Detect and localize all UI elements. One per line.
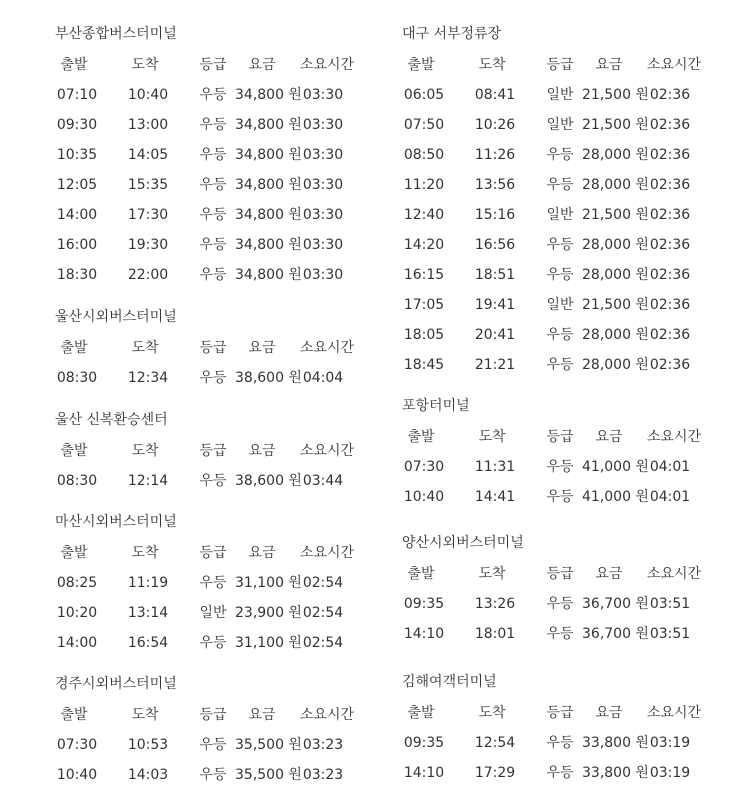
fare: 34,800 원 — [235, 117, 302, 133]
duration: 02:36 — [649, 177, 691, 193]
departure-time: 07:30 — [403, 459, 445, 475]
arrival-time: 11:19 — [127, 575, 169, 591]
section-title: 김해여객터미널 — [402, 674, 497, 690]
fare: 38,600 원 — [235, 370, 302, 386]
bus-grade: 우등 — [199, 370, 227, 386]
table-row — [55, 634, 385, 652]
duration: 03:30 — [302, 267, 344, 283]
header-arrival: 도착 — [131, 340, 159, 356]
duration: 02:36 — [649, 147, 691, 163]
duration: 03:19 — [649, 765, 691, 781]
header-fare: 요금 — [595, 705, 623, 721]
duration: 03:30 — [302, 117, 344, 133]
header-grade: 등급 — [546, 566, 574, 582]
departure-time: 08:30 — [56, 370, 98, 386]
arrival-time: 13:14 — [127, 605, 169, 621]
header-departure: 출발 — [60, 57, 88, 73]
table-row — [55, 736, 385, 754]
arrival-time: 14:03 — [127, 767, 169, 783]
table-header — [55, 544, 385, 562]
duration: 03:44 — [302, 473, 344, 489]
bus-grade: 우등 — [546, 177, 574, 193]
departure-time: 08:30 — [56, 473, 98, 489]
duration: 04:01 — [649, 459, 691, 475]
fare: 31,100 원 — [235, 635, 302, 651]
fare: 41,000 원 — [582, 489, 649, 505]
header-duration: 소요시간 — [299, 340, 355, 356]
arrival-time: 11:31 — [474, 459, 516, 475]
arrival-time: 13:56 — [474, 177, 516, 193]
arrival-time: 17:30 — [127, 207, 169, 223]
bus-grade: 우등 — [199, 147, 227, 163]
table-row — [402, 356, 732, 374]
departure-time: 14:20 — [403, 237, 445, 253]
bus-grade: 우등 — [546, 765, 574, 781]
departure-time: 14:00 — [56, 635, 98, 651]
header-arrival: 도착 — [131, 443, 159, 459]
fare: 21,500 원 — [582, 87, 649, 103]
header-departure: 출발 — [407, 705, 435, 721]
duration: 02:36 — [649, 207, 691, 223]
arrival-time: 16:54 — [127, 635, 169, 651]
table-header — [55, 442, 385, 460]
duration: 02:36 — [649, 357, 691, 373]
table-row — [402, 458, 732, 476]
fare: 23,900 원 — [235, 605, 302, 621]
fare: 21,500 원 — [582, 117, 649, 133]
header-duration: 소요시간 — [646, 57, 702, 73]
header-arrival: 도착 — [131, 707, 159, 723]
table-header — [402, 704, 732, 722]
header-arrival: 도착 — [478, 429, 506, 445]
header-duration: 소요시간 — [646, 429, 702, 445]
header-fare: 요금 — [595, 57, 623, 73]
header-arrival: 도착 — [131, 57, 159, 73]
arrival-time: 13:26 — [474, 596, 516, 612]
bus-grade: 일반 — [199, 605, 227, 621]
table-row — [55, 86, 385, 104]
bus-grade: 우등 — [546, 626, 574, 642]
duration: 04:04 — [302, 370, 344, 386]
fare: 34,800 원 — [235, 177, 302, 193]
bus-grade: 우등 — [546, 357, 574, 373]
fare: 28,000 원 — [582, 267, 649, 283]
arrival-time: 14:05 — [127, 147, 169, 163]
bus-grade: 일반 — [546, 87, 574, 103]
table-row — [55, 369, 385, 387]
table-header — [55, 339, 385, 357]
header-grade: 등급 — [546, 705, 574, 721]
departure-time: 07:50 — [403, 117, 445, 133]
duration: 02:54 — [302, 635, 344, 651]
section-title: 마산시외버스터미널 — [55, 514, 177, 530]
departure-time: 07:10 — [56, 87, 98, 103]
header-departure: 출발 — [60, 707, 88, 723]
header-departure: 출발 — [407, 57, 435, 73]
header-fare: 요금 — [248, 57, 276, 73]
table-row — [55, 176, 385, 194]
table-row — [402, 764, 732, 782]
arrival-time: 19:41 — [474, 297, 516, 313]
header-fare: 요금 — [595, 429, 623, 445]
fare: 34,800 원 — [235, 147, 302, 163]
header-fare: 요금 — [248, 443, 276, 459]
bus-grade: 일반 — [546, 207, 574, 223]
table-row — [55, 574, 385, 592]
bus-grade: 우등 — [199, 575, 227, 591]
header-grade: 등급 — [546, 57, 574, 73]
departure-time: 10:35 — [56, 147, 98, 163]
departure-time: 08:50 — [403, 147, 445, 163]
fare: 36,700 원 — [582, 596, 649, 612]
table-row — [402, 595, 732, 613]
duration: 02:54 — [302, 575, 344, 591]
header-fare: 요금 — [248, 340, 276, 356]
departure-time: 14:10 — [403, 765, 445, 781]
table-row — [55, 206, 385, 224]
bus-grade: 우등 — [546, 735, 574, 751]
bus-grade: 우등 — [199, 635, 227, 651]
fare: 34,800 원 — [235, 207, 302, 223]
arrival-time: 10:53 — [127, 737, 169, 753]
table-row — [55, 116, 385, 134]
fare: 21,500 원 — [582, 207, 649, 223]
fare: 28,000 원 — [582, 177, 649, 193]
header-duration: 소요시간 — [646, 566, 702, 582]
section-title: 포항터미널 — [402, 398, 470, 414]
arrival-time: 19:30 — [127, 237, 169, 253]
departure-time: 10:20 — [56, 605, 98, 621]
arrival-time: 16:56 — [474, 237, 516, 253]
arrival-time: 17:29 — [474, 765, 516, 781]
arrival-time: 15:16 — [474, 207, 516, 223]
arrival-time: 10:40 — [127, 87, 169, 103]
table-row — [402, 236, 732, 254]
arrival-time: 21:21 — [474, 357, 516, 373]
departure-time: 16:15 — [403, 267, 445, 283]
fare: 28,000 원 — [582, 237, 649, 253]
duration: 02:54 — [302, 605, 344, 621]
bus-grade: 우등 — [199, 177, 227, 193]
table-header — [55, 706, 385, 724]
bus-grade: 우등 — [199, 737, 227, 753]
bus-grade: 우등 — [546, 237, 574, 253]
departure-time: 06:05 — [403, 87, 445, 103]
arrival-time: 08:41 — [474, 87, 516, 103]
header-departure: 출발 — [407, 429, 435, 445]
departure-time: 12:40 — [403, 207, 445, 223]
duration: 02:36 — [649, 327, 691, 343]
header-arrival: 도착 — [131, 545, 159, 561]
fare: 35,500 원 — [235, 737, 302, 753]
table-header — [402, 56, 732, 74]
table-row — [402, 146, 732, 164]
duration: 02:36 — [649, 117, 691, 133]
fare: 36,700 원 — [582, 626, 649, 642]
fare: 34,800 원 — [235, 87, 302, 103]
duration: 03:30 — [302, 147, 344, 163]
fare: 38,600 원 — [235, 473, 302, 489]
header-fare: 요금 — [595, 566, 623, 582]
section-title: 대구 서부정류장 — [402, 26, 502, 42]
fare: 33,800 원 — [582, 765, 649, 781]
departure-time: 08:25 — [56, 575, 98, 591]
departure-time: 16:00 — [56, 237, 98, 253]
header-departure: 출발 — [60, 545, 88, 561]
header-arrival: 도착 — [478, 566, 506, 582]
fare: 34,800 원 — [235, 267, 302, 283]
table-row — [55, 604, 385, 622]
fare: 34,800 원 — [235, 237, 302, 253]
duration: 03:23 — [302, 737, 344, 753]
duration: 03:30 — [302, 207, 344, 223]
table-row — [402, 206, 732, 224]
header-duration: 소요시간 — [299, 57, 355, 73]
arrival-time: 22:00 — [127, 267, 169, 283]
departure-time: 09:30 — [56, 117, 98, 133]
departure-time: 09:35 — [403, 596, 445, 612]
section-title: 양산시외버스터미널 — [402, 535, 524, 551]
arrival-time: 12:14 — [127, 473, 169, 489]
departure-time: 12:05 — [56, 177, 98, 193]
header-departure: 출발 — [60, 340, 88, 356]
departure-time: 09:35 — [403, 735, 445, 751]
bus-grade: 우등 — [199, 207, 227, 223]
arrival-time: 20:41 — [474, 327, 516, 343]
table-row — [55, 236, 385, 254]
table-row — [55, 766, 385, 784]
duration: 03:30 — [302, 177, 344, 193]
departure-time: 14:00 — [56, 207, 98, 223]
table-row — [55, 266, 385, 284]
table-header — [402, 428, 732, 446]
section-title: 경주시외버스터미널 — [55, 676, 177, 692]
fare: 28,000 원 — [582, 357, 649, 373]
header-arrival: 도착 — [478, 57, 506, 73]
departure-time: 14:10 — [403, 626, 445, 642]
table-row — [402, 326, 732, 344]
duration: 03:51 — [649, 596, 691, 612]
departure-time: 18:45 — [403, 357, 445, 373]
bus-grade: 일반 — [546, 297, 574, 313]
header-duration: 소요시간 — [299, 545, 355, 561]
duration: 03:19 — [649, 735, 691, 751]
duration: 03:51 — [649, 626, 691, 642]
table-row — [402, 266, 732, 284]
table-row — [402, 625, 732, 643]
arrival-time: 18:01 — [474, 626, 516, 642]
header-duration: 소요시간 — [646, 705, 702, 721]
fare: 35,500 원 — [235, 767, 302, 783]
table-header — [402, 565, 732, 583]
table-header — [55, 56, 385, 74]
departure-time: 10:40 — [403, 489, 445, 505]
table-row — [402, 116, 732, 134]
departure-time: 10:40 — [56, 767, 98, 783]
bus-grade: 우등 — [546, 147, 574, 163]
bus-grade: 우등 — [199, 237, 227, 253]
duration: 03:30 — [302, 87, 344, 103]
section-title: 울산 신복환승센터 — [55, 412, 168, 428]
duration: 02:36 — [649, 237, 691, 253]
header-grade: 등급 — [199, 57, 227, 73]
arrival-time: 15:35 — [127, 177, 169, 193]
arrival-time: 18:51 — [474, 267, 516, 283]
bus-grade: 우등 — [546, 267, 574, 283]
header-fare: 요금 — [248, 545, 276, 561]
arrival-time: 13:00 — [127, 117, 169, 133]
table-row — [402, 86, 732, 104]
header-grade: 등급 — [199, 545, 227, 561]
departure-time: 17:05 — [403, 297, 445, 313]
header-grade: 등급 — [199, 340, 227, 356]
bus-grade: 우등 — [546, 459, 574, 475]
duration: 02:36 — [649, 297, 691, 313]
table-row — [402, 296, 732, 314]
header-arrival: 도착 — [478, 705, 506, 721]
duration: 02:36 — [649, 267, 691, 283]
table-row — [55, 472, 385, 490]
section-title: 울산시외버스터미널 — [55, 309, 177, 325]
header-departure: 출발 — [60, 443, 88, 459]
table-row — [402, 488, 732, 506]
departure-time: 07:30 — [56, 737, 98, 753]
duration: 02:36 — [649, 87, 691, 103]
bus-grade: 우등 — [199, 267, 227, 283]
bus-grade: 우등 — [199, 117, 227, 133]
bus-grade: 우등 — [546, 327, 574, 343]
header-grade: 등급 — [199, 443, 227, 459]
duration: 03:30 — [302, 237, 344, 253]
fare: 33,800 원 — [582, 735, 649, 751]
duration: 03:23 — [302, 767, 344, 783]
arrival-time: 14:41 — [474, 489, 516, 505]
table-row — [402, 734, 732, 752]
fare: 28,000 원 — [582, 327, 649, 343]
fare: 28,000 원 — [582, 147, 649, 163]
table-row — [402, 176, 732, 194]
header-duration: 소요시간 — [299, 707, 355, 723]
departure-time: 18:05 — [403, 327, 445, 343]
bus-grade: 우등 — [199, 473, 227, 489]
arrival-time: 10:26 — [474, 117, 516, 133]
bus-grade: 우등 — [546, 489, 574, 505]
header-fare: 요금 — [248, 707, 276, 723]
bus-grade: 우등 — [546, 596, 574, 612]
bus-grade: 우등 — [199, 87, 227, 103]
bus-grade: 일반 — [546, 117, 574, 133]
table-row — [55, 146, 385, 164]
section-title: 부산종합버스터미널 — [55, 26, 177, 42]
departure-time: 18:30 — [56, 267, 98, 283]
arrival-time: 12:34 — [127, 370, 169, 386]
fare: 21,500 원 — [582, 297, 649, 313]
header-departure: 출발 — [407, 566, 435, 582]
arrival-time: 12:54 — [474, 735, 516, 751]
header-grade: 등급 — [199, 707, 227, 723]
bus-grade: 우등 — [199, 767, 227, 783]
header-duration: 소요시간 — [299, 443, 355, 459]
departure-time: 11:20 — [403, 177, 445, 193]
arrival-time: 11:26 — [474, 147, 516, 163]
fare: 31,100 원 — [235, 575, 302, 591]
header-grade: 등급 — [546, 429, 574, 445]
fare: 41,000 원 — [582, 459, 649, 475]
duration: 04:01 — [649, 489, 691, 505]
